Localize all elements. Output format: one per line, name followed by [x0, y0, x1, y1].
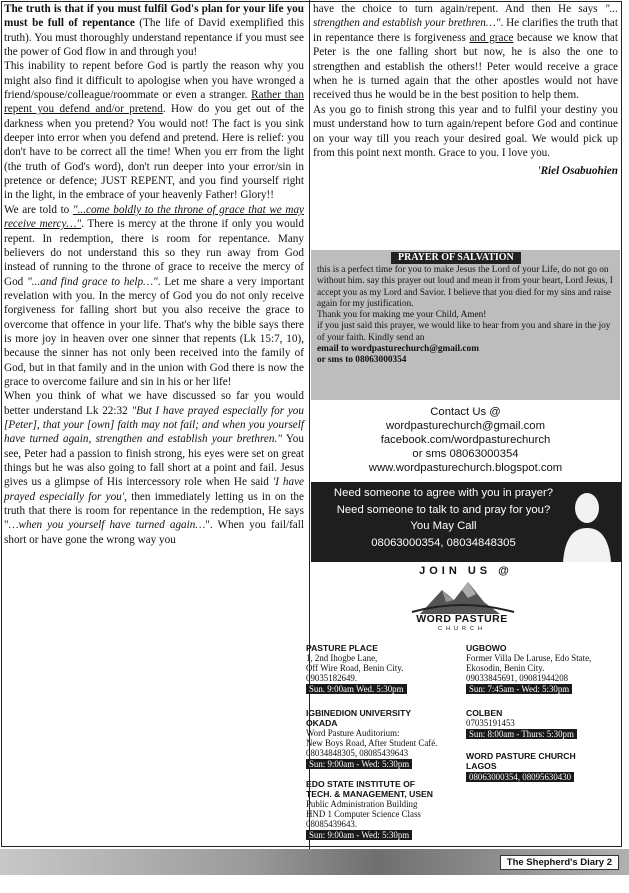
prayer-call-banner [311, 482, 621, 562]
join-us-label: JOIN US @ [419, 565, 513, 577]
scripture-quote: "...and find grace to help…" [27, 275, 158, 288]
location-phone: 09033845691, 09081944208 [466, 673, 569, 683]
location-phone: 09035182649. [306, 673, 358, 683]
underlined-text: Rather than repent you defend and/or pretend [4, 89, 304, 116]
paragraph-text: . There is mercy at the throne if only you would repent. In redemption, there is room for repentance. Many believers do not understand this so they run away from God instead of running to the throne of grace to receive the mercy of God [4, 218, 305, 288]
contact-blog-link[interactable]: www.wordpasturechurch.blogspot.com [368, 462, 563, 474]
paragraph-5 [313, 2, 618, 103]
contact-block [311, 405, 620, 475]
contact-sms: or sms 08063000354 [412, 448, 519, 460]
banner-phone: 08063000354, 08034848305 [371, 536, 516, 549]
scripture-quote: "...come boldly to the throne of grace that we may receive mercy…" [4, 203, 305, 231]
prayer-title: PRAYER OF SALVATION [391, 252, 521, 264]
location-address: Off Wire Road, Benin City. [306, 663, 404, 673]
right-column [313, 2, 618, 179]
location-entry [306, 779, 466, 840]
service-time-badge: Sun: 9:00am - Wed: 5:30pm [306, 759, 412, 769]
banner-line: Need someone to agree with you in prayer? [333, 487, 554, 499]
prayer-text: Thank you for making me your Child, Amen! [317, 310, 487, 321]
mountain-logo-icon [402, 580, 522, 614]
prayer-email: email to wordpasturechurch@gmail.com [317, 344, 479, 355]
location-phone: 07035191453 [466, 718, 515, 728]
service-time-badge: Sun. 9:00am Wed. 5:30pm [306, 684, 407, 694]
paragraph-2 [4, 59, 304, 202]
location-entry [306, 708, 461, 769]
paragraph-3 [4, 203, 304, 389]
church-logo [402, 580, 522, 640]
location-name: PASTURE PLACE [306, 643, 378, 653]
location-name: IGBINEDION UNIVERSITY [306, 708, 412, 718]
location-name: LAGOS [466, 761, 497, 771]
location-address: HND 1 Computer Science Class [306, 809, 421, 819]
underlined-text: and grace [469, 31, 514, 44]
prayer-text: this is a perfect time for you to make Jesus the Lord of your Life, do not go on without him. say this prayer out loud and mean it from your heart, Lord Jesus, I accept you as my Lord and Savior. I believe that you died for my sins and raise again for my justification. [317, 265, 613, 309]
scripture-quote: 'I have prayed especially for you' [4, 476, 304, 503]
location-name: TECH. & MANAGEMENT, USEN [306, 789, 434, 799]
scripture-quote: "... strengthen and establish your brethren…" [313, 3, 618, 30]
author-signature: 'Riel Osabuohien [537, 165, 618, 178]
contact-email-link[interactable]: wordpasturechurch@gmail.com [385, 420, 546, 432]
location-entry [306, 643, 456, 694]
contact-facebook-link[interactable]: facebook.com/wordpasturechurch [380, 434, 551, 446]
paragraph-text: , then immediately letting us in on the truth that there is room for repentance in the redemption, He says " [4, 490, 304, 532]
location-address: New Boys Road, After Student Café. [306, 738, 438, 748]
prayer-of-salvation-box [311, 250, 620, 400]
logo-subtitle: CHURCH [438, 626, 486, 632]
paragraph-text: You see, Peter had a passion to finish strong, his eyes were set on great things but he was also going to fall short at a point and fail. Jesus gives us a glimpse of His intercessory role when He said [4, 433, 304, 489]
person-silhouette-icon [559, 486, 615, 562]
banner-line: You May Call [410, 520, 477, 532]
paragraph-1 [4, 2, 304, 59]
location-address: Ekosodin, Benin City. [466, 663, 545, 673]
footer-page-label: The Shepherd's Diary 2 [500, 855, 619, 870]
contact-heading: Contact Us @ [430, 406, 501, 418]
page-footer [0, 849, 629, 875]
location-phone: 08034848305, 08085439643 [306, 748, 409, 758]
location-name: COLBEN [466, 708, 503, 718]
paragraph-4 [4, 389, 304, 547]
location-name: WORD PASTURE CHURCH [466, 751, 576, 761]
lead-bold-text: The truth is that if you must fulfil God's plan for your life you must be full of repentance [4, 3, 304, 30]
paragraph-text: because we know that Peter is the one falling short but now, he is also the one to strengthen and establish the others!! Peter would receive a grace when he is turned again that the other apostles would not have received thus he would be in the best position to help them. [313, 31, 618, 102]
paragraph-text: We are told to [4, 203, 73, 216]
scripture-quote: "But I have prayed especially for you [Peter], that your [own] faith may not fail; and when you yourself have turned again, strengthen and establish your brethren." [4, 404, 304, 446]
location-phone: 08085439643. [306, 819, 358, 829]
paragraph-text: have the choice to turn again/repent. And then He says [313, 3, 605, 15]
paragraph-text: . Let me share a very important revelation with you. In the mercy of God you do not only receive forgiveness for falling short but you also receive the grace to overcome that offence in your life. That's why the bible says there is more joy in heaven over one sinner that repents (Lk 15:7, 10), because the sinner has not only been received into the family of God, but in that family and in the union with God there is now the grace to overcome failure and sin in his or her life! [4, 275, 304, 388]
paragraph-text: . How do you get out of the darkness when you pretend? You would not! The fact is you sink deeper into error when you defend and pretend. Here is relief: you don't have to be correct all the time! When you err from the light (the truth of God's word), don't run deeper into your error/sin in pretence or defence; JUST REPENT, and you find yourself right in the light, in the embrace of your heavenly Father! Glory!! [4, 103, 304, 202]
location-entry [466, 643, 622, 694]
paragraph-text: When you think of what we have discussed so far you would better understand Lk 22:32 [4, 390, 304, 417]
location-name: UGBOWO [466, 643, 507, 653]
paragraph-6: As you go to finish strong this year and to fulfil your destiny you must understand how to turn again/repent before God and continue on your way till you reach your desired goal. We would pick up from this point next month. Grace to you. I love you. [313, 103, 618, 160]
service-time-badge: Sun: 8:00am - Thurs: 5:30pm [466, 729, 577, 739]
paragraph-text: This inability to repent before God is partly the reason why you might also find it difficult to apologise when you have wronged a friend/spouse/colleague/roommate or even a stranger. [4, 60, 304, 102]
left-column [4, 2, 304, 547]
paragraph-text: . He clarifies the truth that in repentance there is forgiveness [313, 17, 618, 44]
scripture-quote: …when you yourself have turned again… [8, 519, 206, 532]
service-time-badge: Sun: 9:00am - Wed: 5:30pm [306, 830, 412, 840]
service-time-badge: Sun: 7:45am - Wed: 5:30pm [466, 684, 572, 694]
logo-name: WORD PASTURE [416, 613, 508, 625]
location-address: Public Administration Building [306, 799, 418, 809]
location-entry [466, 751, 622, 782]
location-address: Word Pasture Auditorium: [306, 728, 400, 738]
location-address: Former Villa De Laruse, Edo State, [466, 653, 592, 663]
phone-badge: 08063000354, 08095630430 [466, 772, 574, 782]
banner-text [311, 485, 576, 551]
prayer-text: if you just said this prayer, we would like to hear from you and share in the joy of your faith. Kindly send an [317, 321, 611, 343]
paragraph-text: (The life of David exemplified this truth). You must thoroughly understand repentance if you must see the power of God flow in and through you! [4, 17, 304, 59]
location-name: EDO STATE INSTITUTE OF [306, 779, 416, 789]
location-address: 1, 2nd Ihogbe Lane, [306, 653, 378, 663]
location-entry [466, 708, 622, 739]
location-name: OKADA [306, 718, 338, 728]
paragraph-text: ". When you fail/fall short or have gone the wrong way you [4, 519, 304, 546]
prayer-body [317, 265, 615, 367]
banner-line: Need someone to talk to and pray for you? [336, 503, 551, 516]
prayer-sms: or sms to 08063000354 [317, 355, 407, 366]
